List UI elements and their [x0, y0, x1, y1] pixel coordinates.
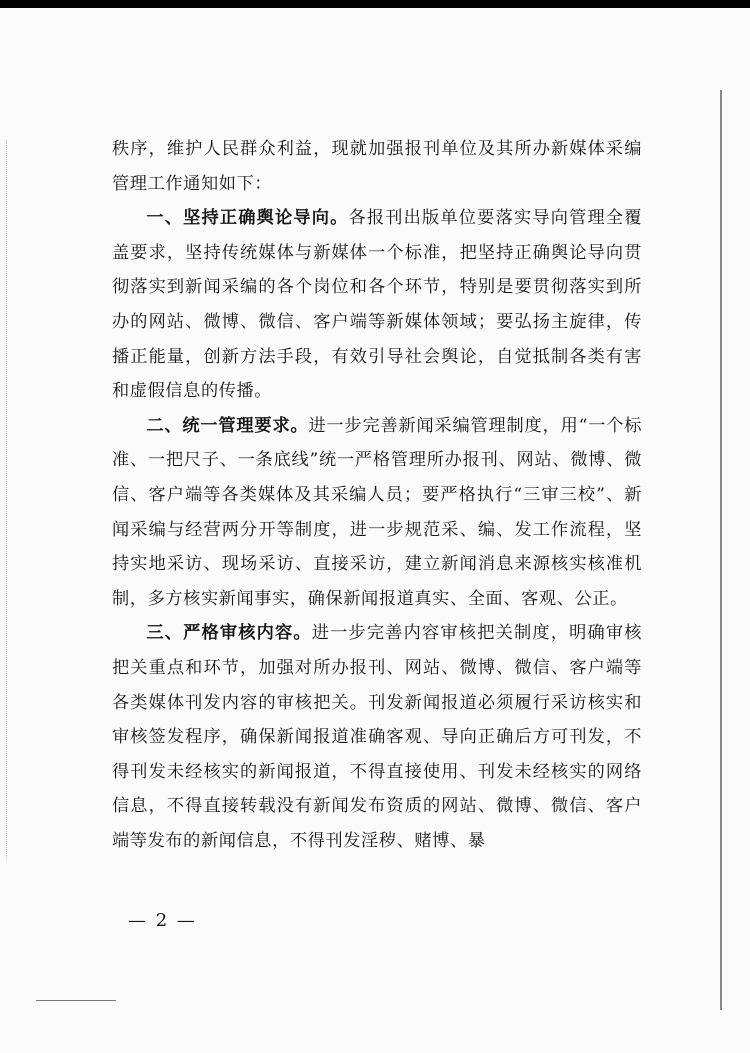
section-3-heading: 三、严格审核内容。 — [146, 623, 312, 644]
scan-top-border — [0, 0, 750, 8]
section-3 — [112, 616, 642, 858]
scan-left-edge-marks — [6, 140, 8, 860]
section-3-body: 进一步完善内容审核把关制度，明确审核把关重点和环节，加强对所办报刊、网站、微博、微信、客户端等各类媒体刊发内容的审核把关。刊发新闻报道必须履行采访核实和审核签发程序，确保新闻报道准确客观、导向正确后方可刊发，不得刊发未经核实的新闻报道，不得直接使用、刊发未经核实的网络信息，不得直接转载没有新闻发布资质的网站、微博、微信、客户端等发布的新闻信息，不得刊发淫秽、赌博、暴 — [112, 623, 642, 851]
section-1-heading: 一、坚持正确舆论导向。 — [146, 208, 349, 229]
section-1 — [112, 201, 642, 409]
opening-paragraph: 秩序，维护人民群众利益，现就加强报刊单位及其所办新媒体采编管理工作通知如下： — [112, 139, 642, 194]
section-2-body: 进一步完善新闻采编管理制度，用“一个标准、一把尺子、一条底线”统一严格管理所办报刊、网站、微博、微信、客户端等各类媒体及其采编人员；要严格执行“三审三校”、新闻采编与经营两分开等制度，进一步规范采、编、发工作流程，坚持实地采访、现场采访、直接采访，建立新闻消息来源核实核准机制，多方核实新闻事实，确保新闻报道真实、全面、客观、公正。 — [112, 415, 642, 609]
section-1-body: 各报刊出版单位要落实导向管理全覆盖要求，坚持传统媒体与新媒体一个标准，把坚持正确舆论导向贯彻落实到新闻采编的各个岗位和各个环节，特别是要贯彻落实到所办的网站、微博、微信、客户端等新媒体领域；要弘扬主旋律，传播正能量，创新方法手段，有效引导社会舆论，自觉抵制各类有害和虚假信息的传播。 — [112, 208, 642, 402]
section-2 — [112, 409, 642, 617]
section-2-heading: 二、统一管理要求。 — [146, 415, 309, 436]
scan-right-edge-line — [720, 90, 722, 1010]
scan-bottom-mark — [36, 1000, 116, 1001]
page-number: — 2 — — [128, 910, 197, 931]
document-page — [112, 132, 642, 858]
